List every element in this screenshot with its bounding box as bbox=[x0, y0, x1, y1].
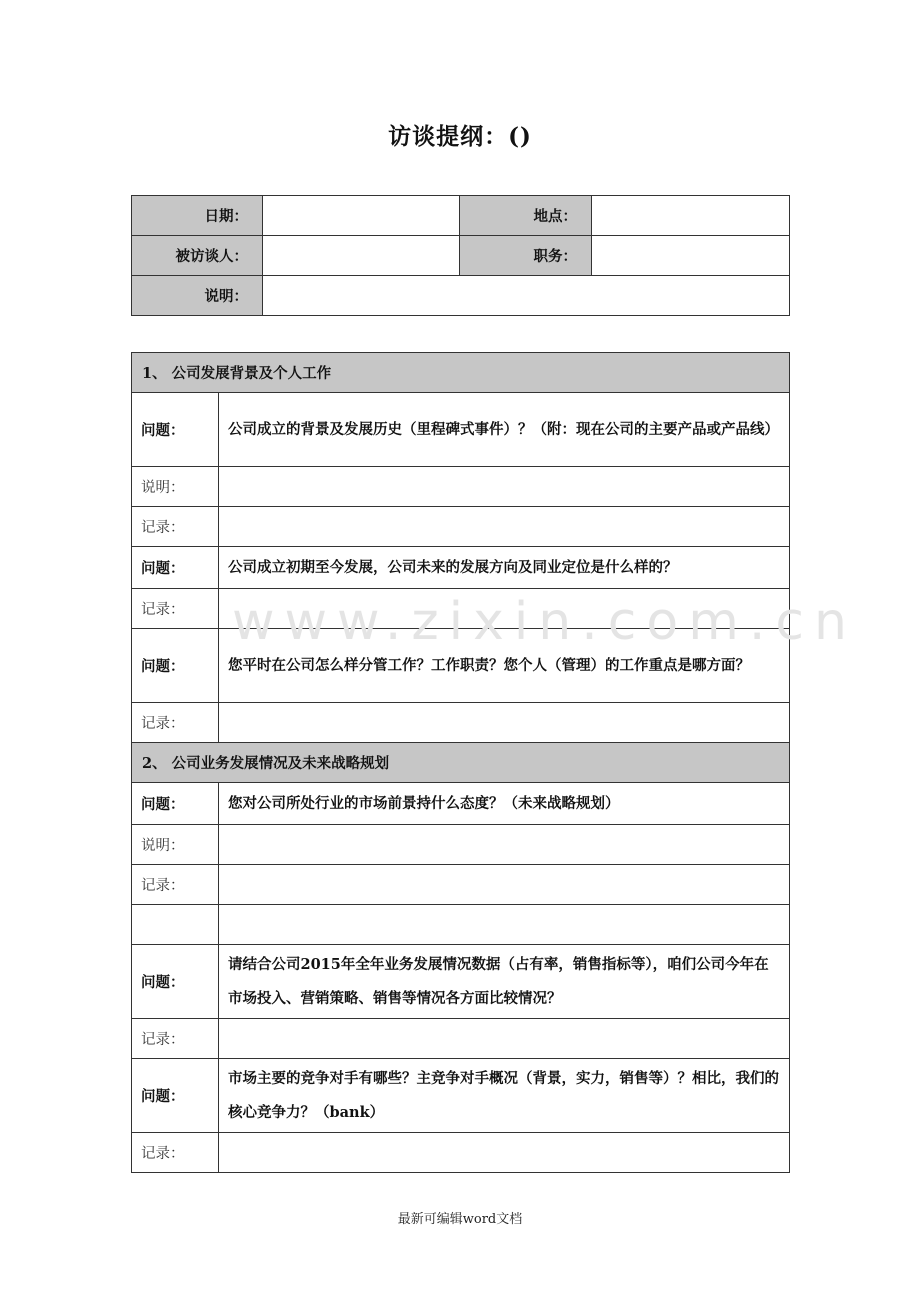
record-row-field[interactable] bbox=[219, 589, 790, 629]
info-row-note bbox=[132, 276, 790, 316]
question-text: 您对公司所处行业的市场前景持什么态度？（未来战略规划） bbox=[219, 783, 790, 825]
note-row-label: 说明： bbox=[132, 825, 219, 865]
record-row-field[interactable] bbox=[219, 1019, 790, 1059]
record-row-label: 记录： bbox=[132, 865, 219, 905]
question-text: 公司成立的背景及发展历史（里程碑式事件）？（附：现在公司的主要产品或产品线） bbox=[219, 393, 790, 467]
question-text: 公司成立初期至今发展，公司未来的发展方向及同业定位是什么样的？ bbox=[219, 547, 790, 589]
location-field[interactable] bbox=[592, 196, 790, 236]
page-footer: 最新可编辑word文档 bbox=[397, 1212, 523, 1227]
page-title: 访谈提纲：() bbox=[388, 123, 532, 150]
blank-row-field[interactable] bbox=[219, 905, 790, 945]
interview-info-table bbox=[131, 195, 790, 316]
info-row-date-location bbox=[132, 196, 790, 236]
s2-q1-note-row bbox=[132, 825, 790, 865]
s2-q2-record-row bbox=[132, 1019, 790, 1059]
question-label: 问题： bbox=[132, 393, 219, 467]
s2-question-2-row bbox=[132, 945, 790, 1019]
position-label: 职务： bbox=[460, 236, 592, 276]
s2-q3-record-row bbox=[132, 1133, 790, 1173]
question-text: 您平时在公司怎么样分管工作？工作职责？您个人（管理）的工作重点是哪方面？ bbox=[219, 629, 790, 703]
record-row-label: 记录： bbox=[132, 1019, 219, 1059]
question-text: 市场主要的竞争对手有哪些？主竞争对手概况（背景，实力，销售等）？相比，我们的核心竞争力？（bank） bbox=[219, 1059, 790, 1133]
watermark: www.zixin.com.cn bbox=[232, 592, 857, 652]
section-1-heading: 1、 公司发展背景及个人工作 bbox=[132, 353, 790, 393]
note-row-label: 说明： bbox=[132, 467, 219, 507]
record-row-label: 记录： bbox=[132, 507, 219, 547]
record-row-label: 记录： bbox=[132, 589, 219, 629]
date-label: 日期： bbox=[132, 196, 263, 236]
question-text: 请结合公司2015年全年业务发展情况数据（占有率，销售指标等），咱们公司今年在市场投入、营销策略、销售等情况各方面比较情况？ bbox=[219, 945, 790, 1019]
question-label: 问题： bbox=[132, 783, 219, 825]
record-row-field[interactable] bbox=[219, 1133, 790, 1173]
s2-question-3-row bbox=[132, 1059, 790, 1133]
date-field[interactable] bbox=[263, 196, 460, 236]
section-1-header bbox=[132, 353, 790, 393]
s1-question-3-row bbox=[132, 629, 790, 703]
s1-question-1-row bbox=[132, 393, 790, 467]
section-2-header bbox=[132, 743, 790, 783]
section-2-heading: 2、 公司业务发展情况及未来战略规划 bbox=[132, 743, 790, 783]
question-label: 问题： bbox=[132, 547, 219, 589]
s2-q1-record-row bbox=[132, 865, 790, 905]
s1-q1-note-row bbox=[132, 467, 790, 507]
location-label: 地点： bbox=[460, 196, 592, 236]
interviewee-label: 被访谈人： bbox=[132, 236, 263, 276]
question-label: 问题： bbox=[132, 945, 219, 1019]
s2-blank-row bbox=[132, 905, 790, 945]
info-row-interviewee-position bbox=[132, 236, 790, 276]
question-label: 问题： bbox=[132, 1059, 219, 1133]
question-table bbox=[131, 352, 790, 1173]
interviewee-field[interactable] bbox=[263, 236, 460, 276]
record-row-label: 记录： bbox=[132, 703, 219, 743]
s1-q3-record-row bbox=[132, 703, 790, 743]
note-field[interactable] bbox=[263, 276, 790, 316]
note-row-field[interactable] bbox=[219, 467, 790, 507]
blank-row-label bbox=[132, 905, 219, 945]
question-label: 问题： bbox=[132, 629, 219, 703]
s1-q1-record-row bbox=[132, 507, 790, 547]
s1-question-2-row bbox=[132, 547, 790, 589]
record-row-field[interactable] bbox=[219, 507, 790, 547]
s1-q2-record-row bbox=[132, 589, 790, 629]
record-row-label: 记录： bbox=[132, 1133, 219, 1173]
note-row-field[interactable] bbox=[219, 825, 790, 865]
s2-question-1-row bbox=[132, 783, 790, 825]
position-field[interactable] bbox=[592, 236, 790, 276]
record-row-field[interactable] bbox=[219, 865, 790, 905]
record-row-field[interactable] bbox=[219, 703, 790, 743]
note-label: 说明： bbox=[132, 276, 263, 316]
